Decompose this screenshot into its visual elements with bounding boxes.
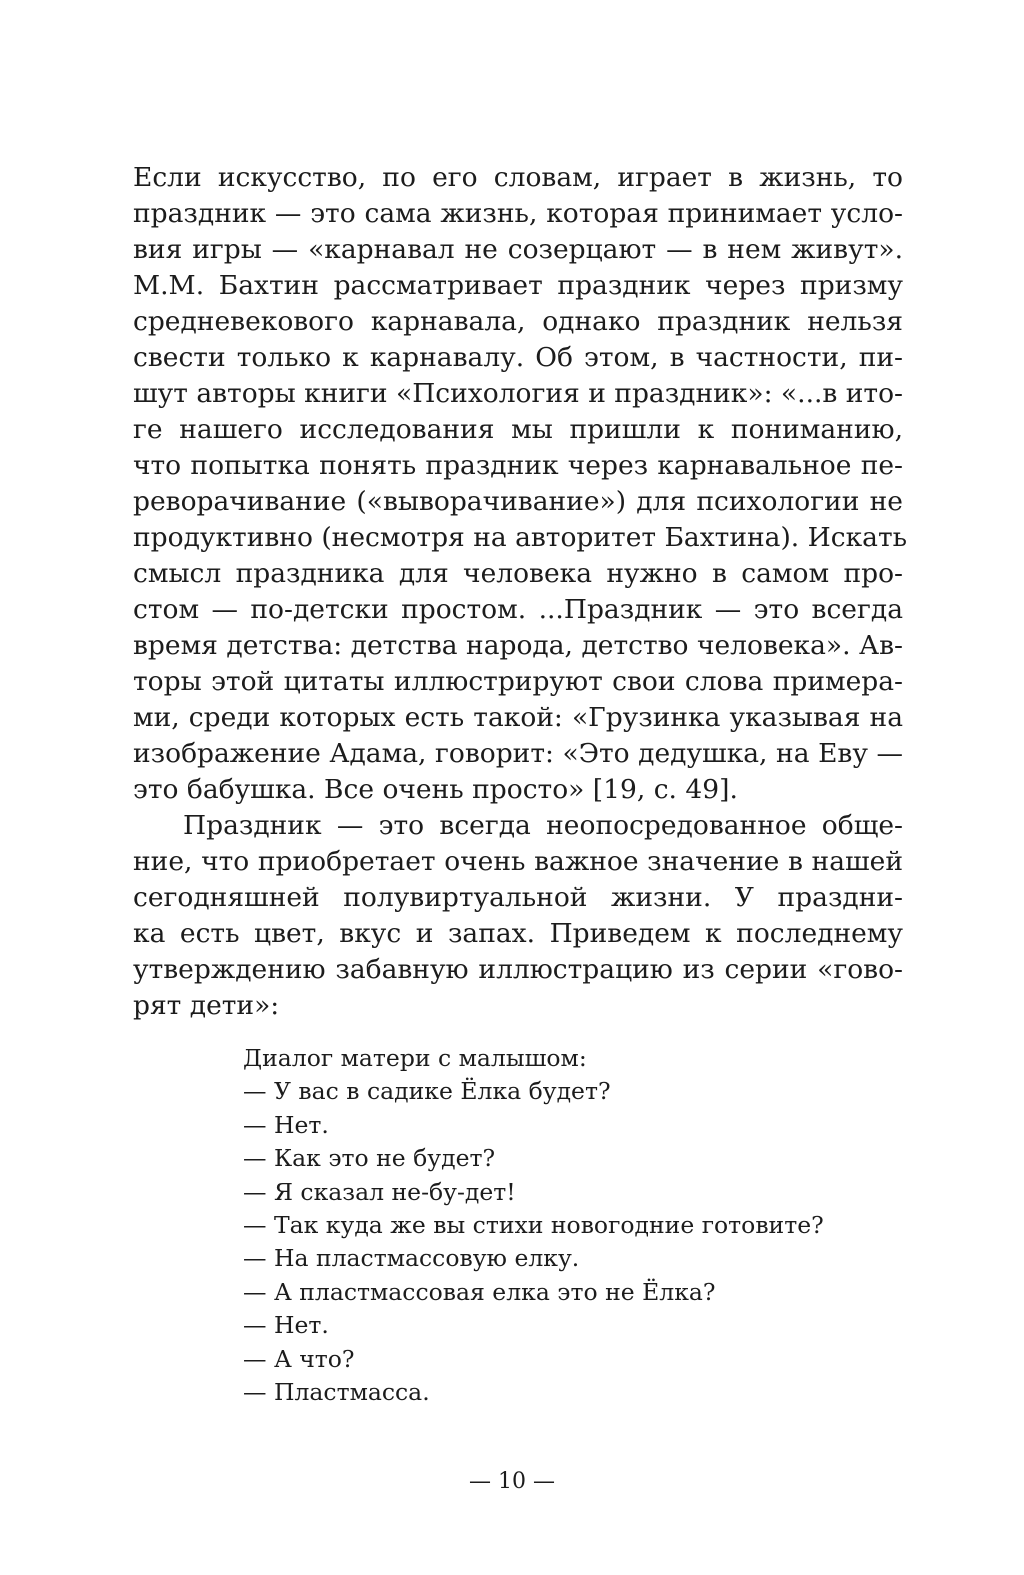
- paragraph-line: торы этой цитаты иллюстрируют свои слова примера-: [133, 666, 903, 697]
- paragraph-line: вия игры — «карнавал не созерцают — в нем живут».: [133, 234, 903, 265]
- paragraph-line: время детства: детства народа, детство человека». Ав-: [133, 630, 903, 661]
- paragraph-2: [133, 808, 903, 1024]
- dialog-line: — Я сказал не-бу-дет!: [243, 1177, 516, 1206]
- paragraph-line: рят дети»:: [133, 990, 280, 1021]
- paragraph-line: что попытка понять праздник через карнавальное пе-: [133, 450, 903, 481]
- paragraph-line: ми, среди которых есть такой: «Грузинка указывая на: [133, 702, 903, 733]
- dialog-line: — Нет.: [243, 1110, 329, 1139]
- paragraph-line: шут авторы книги «Психология и праздник»: «...в ито-: [133, 378, 903, 409]
- dialog-line: — Нет.: [243, 1311, 329, 1340]
- dialog-line: — На пластмассовую елку.: [243, 1244, 580, 1273]
- paragraph-1: [133, 160, 908, 808]
- paragraph-line: сегодняшней полувиртуальной жизни. У праздни-: [133, 882, 903, 913]
- dialog-line: — Пластмасса.: [243, 1378, 430, 1407]
- paragraph-line: ние, что приобретает очень важное значение в нашей: [133, 846, 903, 877]
- dialog-line: — А пластмассовая елка это не Ёлка?: [243, 1277, 716, 1306]
- paragraph-line: изображение Адама, говорит: «Это дедушка, на Еву —: [133, 738, 903, 769]
- paragraph-line: это бабушка. Все очень просто» [19, с. 49].: [133, 774, 738, 805]
- paragraph-line: Праздник — это всегда неопосредованное обще-: [183, 810, 903, 841]
- dialog-line: — Так куда же вы стихи новогодние готовите?: [243, 1211, 824, 1240]
- paragraph-line: Если искусство, по его словам, играет в жизнь, то: [133, 162, 903, 193]
- page-number: — 10 —: [469, 1469, 555, 1494]
- body-text: [133, 160, 908, 1024]
- dialog-quote: [243, 1042, 883, 1409]
- dialog-line: — У вас в садике Ёлка будет?: [243, 1077, 611, 1106]
- dialog-intro: Диалог матери с малышом:: [243, 1044, 587, 1072]
- paragraph-line: продуктивно (несмотря на авторитет Бахтина). Искать: [133, 522, 908, 553]
- paragraph-line: средневекового карнавала, однако праздник нельзя: [133, 306, 903, 337]
- paragraph-line: свести только к карнавалу. Об этом, в частности, пи-: [133, 342, 903, 373]
- paragraph-line: ге нашего исследования мы пришли к пониманию,: [133, 414, 903, 445]
- paragraph-line: утверждению забавную иллюстрацию из серии «гово-: [133, 954, 903, 985]
- paragraph-line: М.М. Бахтин рассматривает праздник через призму: [133, 270, 903, 301]
- paragraph-line: смысл праздника для человека нужно в самом про-: [133, 558, 903, 589]
- dialog-line: — А что?: [243, 1344, 355, 1373]
- paragraph-line: стом — по-детски простом. ...Праздник — это всегда: [133, 594, 903, 625]
- paragraph-line: ка есть цвет, вкус и запах. Приведем к последнему: [133, 918, 903, 949]
- paragraph-line: праздник — это сама жизнь, которая принимает усло-: [133, 198, 903, 229]
- paragraph-line: реворачивание («выворачивание») для психологии не: [133, 486, 903, 517]
- dialog-line: — Как это не будет?: [243, 1144, 496, 1173]
